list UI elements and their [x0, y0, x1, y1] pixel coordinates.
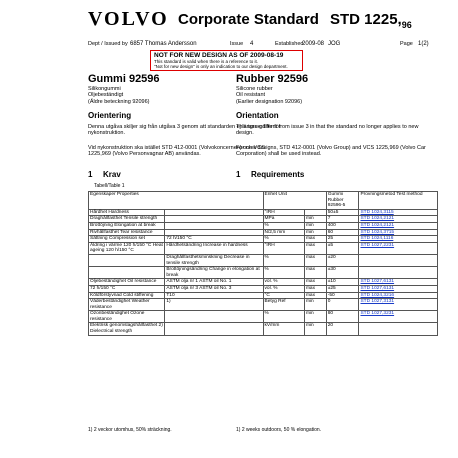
- table-row: [89, 209, 438, 216]
- table-row: [89, 323, 438, 335]
- not-for-new-design-notice: [150, 50, 303, 71]
- cell-condition: 1): [165, 299, 263, 311]
- document-type: Corporate Standard: [178, 11, 319, 28]
- page-value: 1(2): [418, 41, 429, 47]
- cell-limit: max: [304, 279, 326, 286]
- right-sub-line: Oil resistant: [236, 92, 266, 99]
- dept-value: 6857 Thomas Andersson: [130, 41, 197, 47]
- cell-limit: min: [304, 299, 326, 311]
- table-row: [89, 311, 438, 323]
- cell-property: Draghållfasthet Tensile strength: [89, 216, 165, 223]
- right-section-number: 1: [236, 170, 241, 179]
- cell-property: Elektrisk genomslagshållfasthet 2) Dielectrical strength: [89, 323, 165, 335]
- cell-unit: %: [263, 236, 304, 243]
- cell-value: ±5: [326, 242, 359, 254]
- cell-value: 7: [326, 216, 359, 223]
- cell-test-method[interactable]: STD 1027,2231: [359, 242, 438, 254]
- cell-unit: %: [263, 311, 304, 323]
- right-subtitle: [236, 86, 302, 105]
- cell-condition: Draghållfasthetsminskning Decrease in tensile strength: [165, 254, 263, 266]
- footnote-right: 1) 2 weeks outdoors, 50 % elongation.: [236, 427, 322, 433]
- right-sub-line: Silicone rubber: [236, 86, 273, 92]
- cell-unit: MPa: [263, 216, 304, 223]
- left-orientation-p2: Vid nykonstruktion ska istället STD 412-0001 (Volvokoncernen) och VCS 1225,969 (Volvo Personvagnar AB) användas.: [88, 145, 265, 158]
- cell-limit: min: [304, 311, 326, 323]
- cell-test-method[interactable]: STD 1027,3231: [359, 311, 438, 323]
- notice-title: NOT FOR NEW DESIGN AS OF 2009-08-19: [154, 52, 284, 59]
- volvo-logo: VOLVO: [88, 8, 169, 30]
- cell-condition: Brottöjningsändring Change in elongation at break: [165, 267, 263, 279]
- cell-condition: 72 h/150 °C: [165, 236, 263, 243]
- cell-unit: °IRH: [263, 242, 304, 254]
- right-section-title: Requirements: [251, 170, 305, 179]
- table-header-row: [89, 192, 438, 210]
- issue-label: Issue: [230, 41, 244, 47]
- cell-condition: [165, 229, 263, 236]
- cell-value: 0: [326, 299, 359, 311]
- cell-condition: ASTM olja nr 1 ASTM oil No. 1: [165, 279, 263, 286]
- cell-value: 50±5: [326, 209, 359, 216]
- cell-unit: %: [263, 267, 304, 279]
- cell-test-method[interactable]: STD 1024,2121: [359, 216, 438, 223]
- left-sub-line: (Äldre beteckning 92096): [88, 98, 150, 105]
- table-row: [89, 216, 438, 223]
- header-unit: Enhet Unit: [263, 192, 326, 210]
- cell-value: 60: [326, 229, 359, 236]
- cell-value: -50: [326, 292, 359, 299]
- cell-unit: vol. %: [263, 279, 304, 286]
- cell-property: Ozonbeständighet Ozone resistance: [89, 311, 165, 323]
- cell-property: 72 h/150 °C: [89, 285, 165, 292]
- cell-property: [89, 267, 165, 279]
- left-section-title: Krav: [103, 170, 121, 179]
- cell-condition: ASTM olja nr 3 ASTM oil No. 3: [165, 285, 263, 292]
- cell-limit: max: [304, 242, 326, 254]
- header-test-method: Provningsmetod Test method: [359, 192, 438, 210]
- left-sub-line: Oljebeständigt: [88, 92, 124, 99]
- cell-unit: %: [263, 254, 304, 266]
- cell-value: ±30: [326, 267, 359, 279]
- left-sub-line: Silikongummi: [88, 86, 121, 92]
- notice-line-2: "Not for new design" is only an indication to our design department.: [154, 64, 288, 69]
- table-row: [89, 222, 438, 229]
- issue-value: 4: [250, 41, 254, 47]
- cell-condition: [165, 323, 263, 335]
- cell-unit: Betyg Ref: [263, 299, 304, 311]
- requirements-table: [88, 191, 438, 336]
- cell-limit: min: [304, 222, 326, 229]
- established-value: 2009-08: [302, 41, 325, 47]
- cell-test-method[interactable]: STD 1024,1116: [359, 236, 438, 243]
- established-label: Established: [275, 41, 304, 47]
- cell-unit: vol. %: [263, 285, 304, 292]
- cell-limit: min: [304, 323, 326, 335]
- table-row: [89, 279, 438, 286]
- cell-test-method[interactable]: STD 1024,2121: [359, 222, 438, 229]
- cell-limit: max: [304, 267, 326, 279]
- cell-condition: [165, 209, 263, 216]
- cell-test-method[interactable]: STD 1024,3216: [359, 292, 438, 299]
- left-orientation-heading: Orientering: [88, 111, 132, 120]
- right-orientation-heading: Orientation: [236, 111, 279, 120]
- cell-limit: max: [304, 292, 326, 299]
- right-title: Rubber 92596: [236, 73, 309, 85]
- cell-limit: max: [304, 236, 326, 243]
- cell-property: [89, 254, 165, 266]
- cell-limit: min: [304, 216, 326, 223]
- cell-property: Rivhållfasthet Tear resistance: [89, 229, 165, 236]
- table-row: [89, 292, 438, 299]
- cell-property: Köldförstyvnad Cold stiffening: [89, 292, 165, 299]
- cell-unit: kV/mm: [263, 323, 304, 335]
- cell-limit: min: [304, 229, 326, 236]
- table-row: [89, 242, 438, 254]
- cell-test-method[interactable]: STD 1027,6131: [359, 279, 438, 286]
- cell-test-method[interactable]: STD 1027,3131: [359, 299, 438, 311]
- header-rubber: Gummi Rubber 92596-5: [326, 192, 359, 210]
- cell-value: 80: [326, 311, 359, 323]
- left-title: Gummi 92596: [88, 73, 160, 85]
- cell-value: 400: [326, 222, 359, 229]
- cell-property: Sättning Compression set: [89, 236, 165, 243]
- cell-value: ±25: [326, 285, 359, 292]
- table-row: [89, 229, 438, 236]
- cell-condition: [165, 311, 263, 323]
- cell-unit: N/2,5 mm: [263, 229, 304, 236]
- cell-unit: °IRH: [263, 209, 304, 216]
- left-orientation-p1: Denna utgåva skiljer sig från utgåva 3 genom att standarden ej längre gäller för nykonstruktion.: [88, 124, 281, 137]
- cell-condition: [165, 222, 263, 229]
- page-label: Page: [400, 41, 413, 47]
- cell-unit: °C: [263, 292, 304, 299]
- cell-value: 25: [326, 236, 359, 243]
- cell-test-method: [359, 267, 438, 279]
- left-subtitle: [88, 86, 149, 105]
- cell-limit: max: [304, 254, 326, 266]
- signed-value: JOG: [328, 41, 341, 47]
- cell-property: Hårdhet Hardness: [89, 209, 165, 216]
- cell-property: Åldring i värme 120 h/150 °C Heat ageing 120 h/150 °C: [90, 242, 163, 254]
- footnote-left: 1) 2 veckor utomhus, 50% sträckning.: [88, 427, 172, 433]
- cell-value: 20: [326, 323, 359, 335]
- cell-property: Brottöjning Elongation at break: [89, 222, 165, 229]
- cell-limit: max: [304, 285, 326, 292]
- header-properties: Egenskaper Properties: [89, 192, 264, 210]
- cell-test-method[interactable]: STD 1024,3715: [359, 229, 438, 236]
- table-row: [89, 299, 438, 311]
- cell-test-method[interactable]: STD 1027,6131: [359, 285, 438, 292]
- cell-condition: T10: [165, 292, 263, 299]
- right-sub-line: (Earlier designation 92096): [236, 98, 303, 105]
- table-row: [89, 236, 438, 243]
- standard-number: STD $1225,_{96}$: [330, 11, 412, 30]
- cell-unit: %: [263, 222, 304, 229]
- left-section-number: 1: [88, 170, 93, 179]
- right-orientation-p1: This issue differs from issue 3 in that the standard no longer applies to new design.: [236, 124, 419, 137]
- cell-test-method[interactable]: STD 1024,3115: [359, 209, 438, 216]
- cell-condition: [165, 216, 263, 223]
- cell-condition: Hårdhetsändring Increase in hardness: [165, 242, 263, 254]
- notice-line-1: This standard is valid when there is a reference to it.: [154, 59, 259, 64]
- table-row: [89, 254, 438, 266]
- cell-limit: [304, 209, 326, 216]
- cell-test-method: [359, 323, 438, 335]
- right-orientation-p2: For new designs, STD 412-0001 (Volvo Group) and VCS 1225,969 (Volvo Car Corporation) shall be used instead.: [236, 145, 426, 158]
- cell-value: ±10: [326, 279, 359, 286]
- cell-property: Oljebeständighet Oil resistance: [89, 279, 165, 286]
- dept-label: Dept / Issued by: [88, 41, 128, 47]
- cell-value: ±20: [326, 254, 359, 266]
- table-caption: Tabell/Table 1: [94, 183, 125, 189]
- cell-property: Väderbeständighet Weather resistance: [89, 299, 165, 311]
- table-row: [89, 285, 438, 292]
- table-row: [89, 267, 438, 279]
- cell-test-method: [359, 254, 438, 266]
